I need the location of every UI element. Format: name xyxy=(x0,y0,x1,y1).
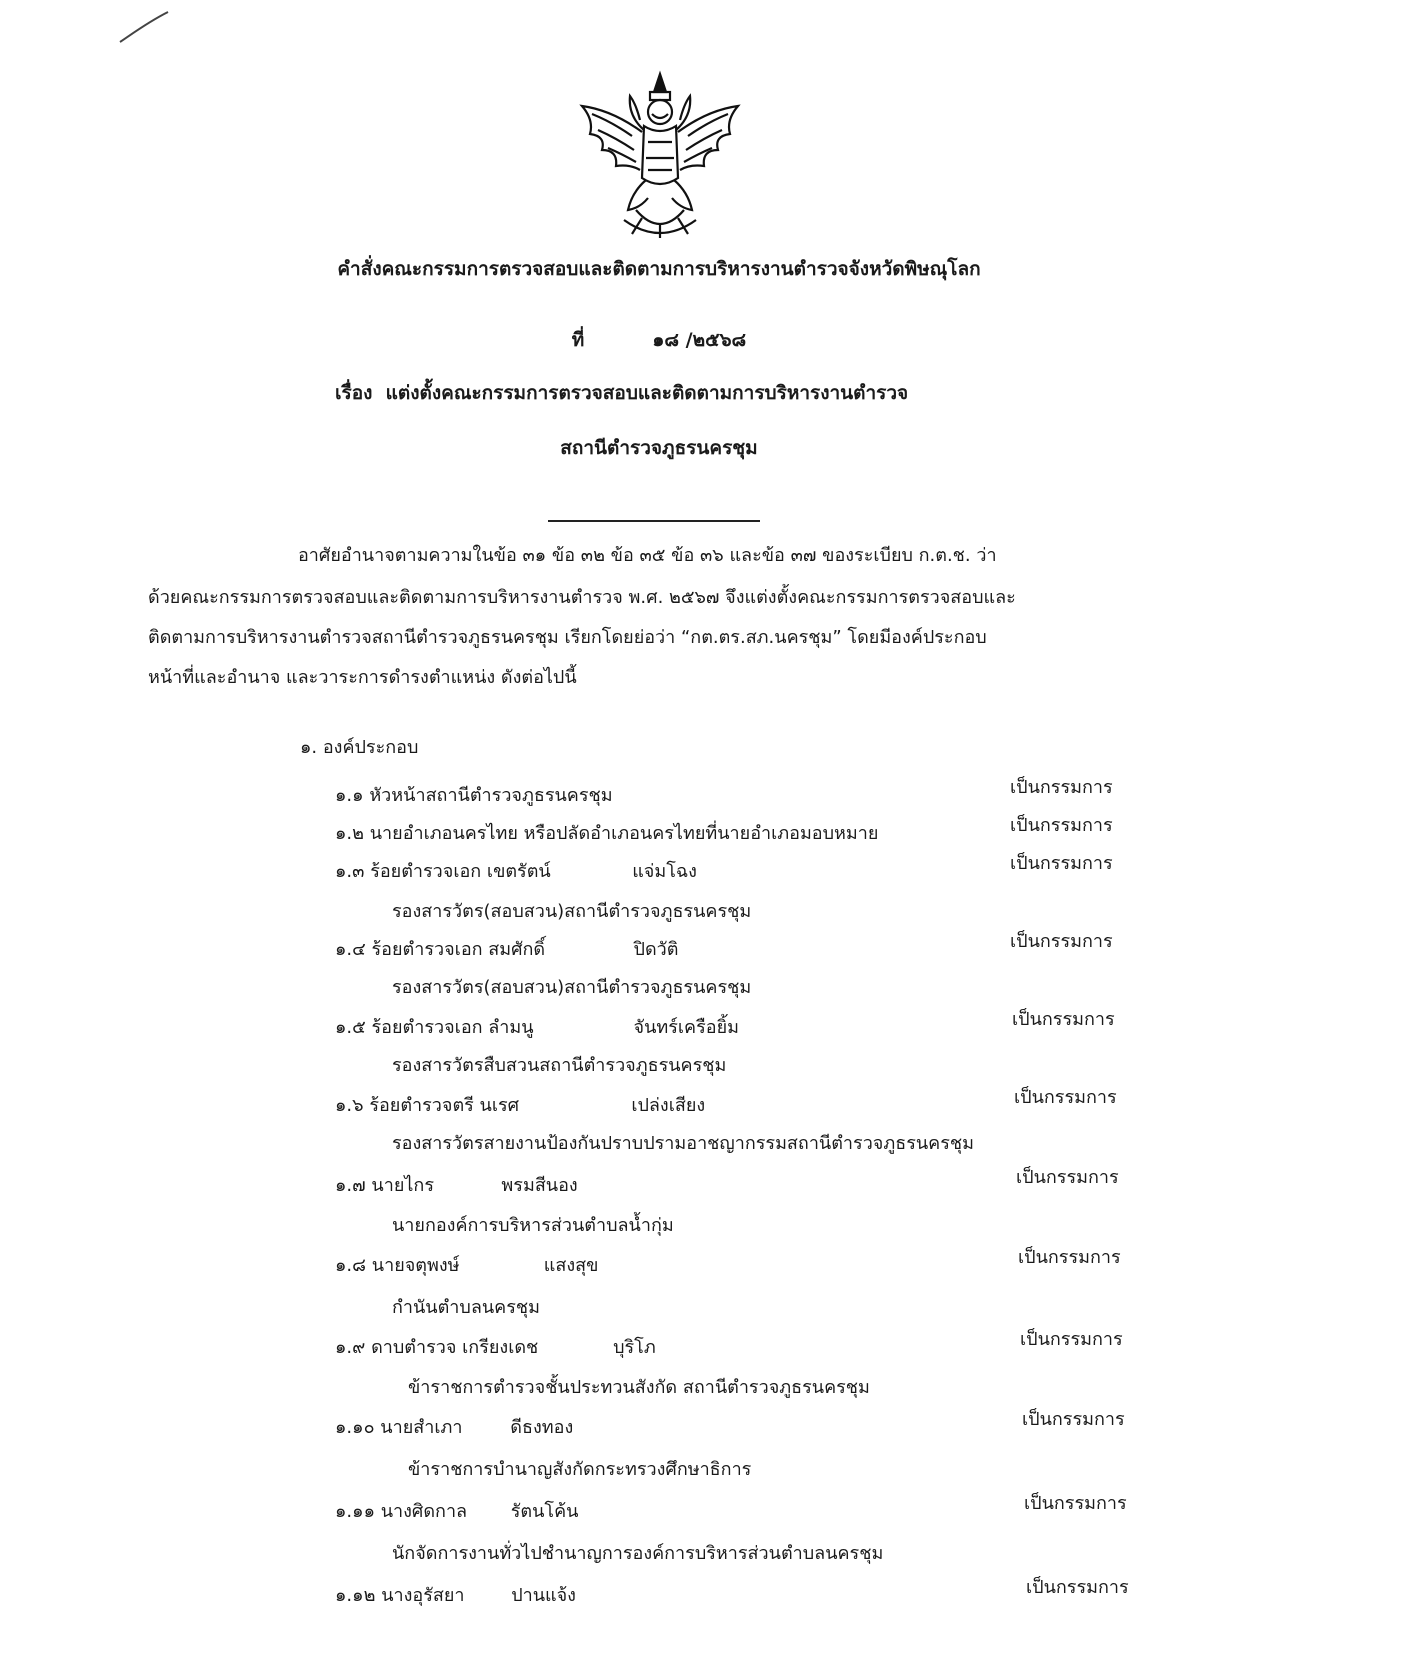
item-role: เป็นกรรมการ xyxy=(1016,1167,1119,1188)
item-number: ๑.๓ xyxy=(335,861,365,882)
item-role: เป็นกรรมการ xyxy=(1020,1329,1123,1350)
body-line-4: หน้าที่และอำนาจ และวาระการดำรงตำแหน่ง ดังต่อไปนี้ xyxy=(148,667,577,688)
document-number: ๑๘ /๒๕๖๘ xyxy=(652,329,747,351)
member-item xyxy=(335,780,613,809)
item-position: ข้าราชการบำนาญสังกัดกระทรวงศึกษาธิการ xyxy=(408,1459,752,1480)
item-number: ๑.๑๐ xyxy=(335,1417,375,1438)
item-number: ๑.๒ xyxy=(335,823,365,844)
item-surname: แสงสุข xyxy=(543,1255,599,1276)
item-name: นางศิดกาล xyxy=(380,1501,468,1522)
item-role: เป็นกรรมการ xyxy=(1010,931,1113,952)
item-surname: ปิดวัติ xyxy=(633,939,679,960)
garuda-emblem-icon xyxy=(572,70,748,240)
divider-line xyxy=(548,520,760,522)
item-role: เป็นกรรมการ xyxy=(1010,853,1113,874)
member-item xyxy=(335,1170,578,1199)
item-name: ร้อยตำรวจเอก สมศักดิ์ xyxy=(371,939,546,960)
item-role: เป็นกรรมการ xyxy=(1018,1247,1121,1268)
item-number: ๑.๗ xyxy=(335,1175,366,1196)
item-role: เป็นกรรมการ xyxy=(1026,1577,1129,1598)
item-number: ๑.๖ xyxy=(335,1095,364,1116)
item-number: ๑.๕ xyxy=(335,1017,366,1038)
item-number: ๑.๙ xyxy=(335,1337,366,1358)
member-item xyxy=(335,934,678,963)
member-item xyxy=(335,856,697,885)
item-position: นายกองค์การบริหารส่วนตำบลน้ำกุ่ม xyxy=(392,1215,674,1236)
member-item xyxy=(335,1332,656,1361)
number-label: ที่ xyxy=(571,329,585,351)
document-number-line xyxy=(0,325,1318,355)
item-surname: รัตนโค้น xyxy=(510,1501,579,1522)
document-title: คำสั่งคณะกรรมการตรวจสอบและติดตามการบริหารงานตำรวจจังหวัดพิษณุโลก xyxy=(337,258,981,280)
item-name: นายจตุพงษ์ xyxy=(371,1255,460,1276)
item-number: ๑.๑ xyxy=(335,785,364,806)
item-name: หัวหน้าสถานีตำรวจภูธรนครชุม xyxy=(369,785,613,806)
item-position: กำนันตำบลนครชุม xyxy=(392,1297,540,1318)
item-surname: จันทร์เครือยิ้ม xyxy=(633,1017,739,1038)
member-item xyxy=(335,1580,576,1609)
item-surname: แจ่มโฉง xyxy=(632,861,697,882)
body-line-2: ด้วยคณะกรรมการตรวจสอบและติดตามการบริหารงานตำรวจ พ.ศ. ๒๕๖๗ จึงแต่งตั้งคณะกรรมการตรวจสอบและ xyxy=(148,587,1016,608)
item-number: ๑.๔ xyxy=(335,939,366,960)
member-item xyxy=(335,1012,739,1041)
item-name: ดาบตำรวจ เกรียงเดช xyxy=(371,1337,539,1358)
pen-stroke-mark xyxy=(118,10,170,46)
section-heading: ๑. องค์ประกอบ xyxy=(300,737,419,758)
item-name: นายอำเภอนครไทย หรือปลัดอำเภอนครไทยที่นายอำเภอมอบหมาย xyxy=(369,823,879,844)
item-surname: ปานแจ้ง xyxy=(511,1585,576,1606)
item-role: เป็นกรรมการ xyxy=(1010,777,1113,798)
member-item xyxy=(335,818,878,847)
item-surname: ดีธงทอง xyxy=(510,1417,574,1438)
item-name: นายไกร xyxy=(371,1175,434,1196)
item-name: นางอุรัสยา xyxy=(381,1585,465,1606)
item-position: รองสารวัตร(สอบสวน)สถานีตำรวจภูธรนครชุม xyxy=(392,977,752,998)
item-position: ข้าราชการตำรวจชั้นประทวนสังกัด สถานีตำรวจภูธรนครชุม xyxy=(408,1377,870,1398)
item-surname: พรมสีนอง xyxy=(501,1175,578,1196)
member-item xyxy=(335,1250,598,1279)
subject-line xyxy=(335,378,908,408)
item-name: นายสำเภา xyxy=(380,1417,463,1438)
item-position: รองสารวัตร(สอบสวน)สถานีตำรวจภูธรนครชุม xyxy=(392,901,752,922)
item-role: เป็นกรรมการ xyxy=(1010,815,1113,836)
member-item xyxy=(335,1090,705,1119)
member-item xyxy=(335,1412,573,1441)
item-surname: เปล่งเสียง xyxy=(631,1095,706,1116)
item-position: รองสารวัตรสายงานป้องกันปราบปรามอาชญากรรมสถานีตำรวจภูธรนครชุม xyxy=(392,1133,974,1154)
item-position: นักจัดการงานทั่วไปชำนาญการองค์การบริหารส่วนตำบลนครชุม xyxy=(392,1543,884,1564)
body-line-1: อาศัยอำนาจตามความในข้อ ๓๑ ข้อ ๓๒ ข้อ ๓๕ ข้อ ๓๖ และข้อ ๓๗ ของระเบียบ ก.ต.ช. ว่า xyxy=(298,545,997,566)
member-item xyxy=(335,1496,578,1525)
item-role: เป็นกรรมการ xyxy=(1024,1493,1127,1514)
item-number: ๑.๑๑ xyxy=(335,1501,375,1522)
item-surname: บุริโภ xyxy=(613,1337,656,1358)
item-role: เป็นกรรมการ xyxy=(1012,1009,1115,1030)
item-number: ๑.๘ xyxy=(335,1255,367,1276)
item-role: เป็นกรรมการ xyxy=(1014,1087,1117,1108)
item-position: รองสารวัตรสืบสวนสถานีตำรวจภูธรนครชุม xyxy=(392,1055,727,1076)
subject-text: แต่งตั้งคณะกรรมการตรวจสอบและติดตามการบริหารงานตำรวจ xyxy=(385,382,909,404)
item-number: ๑.๑๒ xyxy=(335,1585,376,1606)
item-role: เป็นกรรมการ xyxy=(1022,1409,1125,1430)
subject-line-2: สถานีตำรวจภูธรนครชุม xyxy=(560,437,758,459)
subject-label: เรื่อง xyxy=(335,382,373,404)
item-name: ร้อยตำรวจเอก เขตรัตน์ xyxy=(370,861,551,882)
item-name: ร้อยตำรวจตรี นเรศ xyxy=(369,1095,520,1116)
item-name: ร้อยตำรวจเอก ลำมนู xyxy=(371,1017,534,1038)
body-line-3: ติดตามการบริหารงานตำรวจสถานีตำรวจภูธรนครชุม เรียกโดยย่อว่า “กต.ตร.สภ.นครชุม” โดยมีองค์ประกอบ xyxy=(148,627,987,648)
